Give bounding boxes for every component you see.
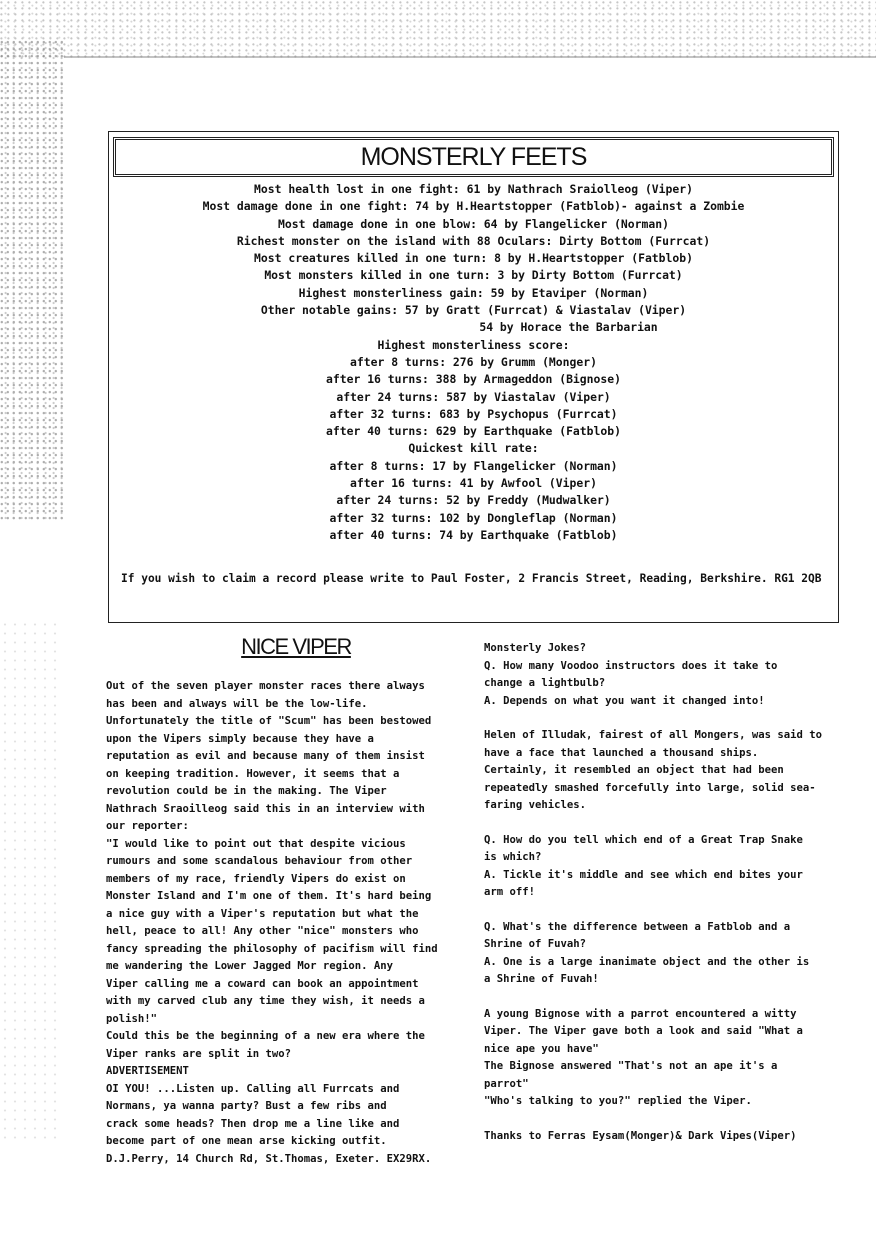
- record-line: after 32 turns: 683 by Psychopus (Furrcat): [329, 406, 618, 421]
- joke-line: Shrine of Fuvah?: [484, 938, 587, 950]
- article-line: reputation as evil and because many of them insist: [106, 750, 425, 762]
- article-line: polish!": [106, 1012, 158, 1025]
- paragraph-gap: [484, 710, 844, 727]
- article-line: rumours and some scandalous behaviour from other: [106, 855, 413, 867]
- page-edge: [64, 56, 876, 58]
- article-line: become part of one mean arse kicking outfit.: [106, 1135, 387, 1147]
- article-line: on keeping tradition. However, it seems that a: [106, 767, 400, 780]
- scan-noise-left: [0, 40, 64, 520]
- record-line: after 40 turns: 74 by Earthquake (Fatblob): [329, 527, 618, 542]
- article-line: members of my race, friendly Vipers do exist on: [106, 872, 406, 885]
- joke-line: Q. How do you tell which end of a Great Trap Snake: [484, 833, 803, 846]
- article-line: with my carved club any time they wish, it needs a: [106, 995, 425, 1007]
- record-line: Highest monsterliness score:: [377, 337, 570, 352]
- joke-line: repeatedly smashed forcefully into large, solid sea-: [484, 781, 816, 794]
- joke-line: change a lightbulb?: [484, 677, 606, 689]
- joke-line: arm off!: [484, 886, 536, 898]
- jokes-column: [484, 640, 844, 1145]
- paragraph-gap: [484, 989, 844, 1006]
- record-line: after 16 turns: 388 by Armageddon (Bignose): [326, 372, 621, 387]
- record-line: after 8 turns: 276 by Grumm (Monger): [350, 354, 597, 369]
- joke-line: A. One is a large inanimate object and the other is: [484, 955, 810, 968]
- record-line: Highest monsterliness gain: 59 by Etaviper (Norman): [298, 285, 649, 300]
- records-claim: If you wish to claim a record please write to Paul Foster, 2 Francis Street, Reading, Berkshire. RG1 2QB: [121, 572, 822, 585]
- record-line: Most health lost in one fight: 61 by Nathrach Sraiolleog (Viper): [254, 182, 693, 196]
- joke-line: The Bignose answered "That's not an ape it's a: [484, 1060, 778, 1072]
- record-line: 54 by Horace the Barbarian: [479, 320, 658, 335]
- article-line: D.J.Perry, 14 Church Rd, St.Thomas, Exeter. EX29RX.: [106, 1152, 432, 1165]
- joke-line: Q. What's the difference between a Fatblob and a: [484, 920, 791, 933]
- article-line: Viper calling me a coward can book an appointment: [106, 977, 419, 990]
- jokes-article: [484, 640, 844, 1145]
- article-line: fancy spreading the philosophy of pacifism will find: [106, 942, 438, 955]
- joke-line: a Shrine of Fuvah!: [484, 973, 599, 985]
- joke-line: A young Bignose with a parrot encountered a witty: [484, 1007, 797, 1020]
- jokes-body: [484, 658, 844, 1146]
- record-line: after 8 turns: 17 by Flangelicker (Norman): [329, 458, 618, 473]
- record-line: after 16 turns: 41 by Awfool (Viper): [350, 476, 597, 491]
- scan-noise-top: [0, 0, 876, 58]
- record-line: Most creatures killed in one turn: 8 by H.Heartstopper (Fatblob): [254, 251, 693, 266]
- article-line: our reporter:: [106, 820, 189, 832]
- record-line: Other notable gains: 57 by Gratt (Furrcat) & Viastalav (Viper): [260, 303, 687, 318]
- joke-line: Q. How many Voodoo instructors does it take to: [484, 659, 778, 672]
- article-line: Unfortunately the title of "Scum" has been bestowed: [106, 715, 432, 727]
- record-line: after 24 turns: 587 by Viastalav (Viper): [336, 389, 611, 404]
- article-line: "I would like to point out that despite vicious: [106, 837, 406, 850]
- article-line: a nice guy with a Viper's reputation but what the: [106, 907, 419, 920]
- article-line: Could this be the beginning of a new era where the: [106, 1030, 425, 1042]
- jokes-credits: Thanks to Ferras Eysam(Monger)& Dark Vipes(Viper): [484, 1129, 797, 1142]
- record-line: after 24 turns: 52 by Freddy (Mudwalker): [336, 493, 611, 508]
- records-box: [108, 131, 839, 623]
- article-line: Viper ranks are split in two?: [106, 1047, 291, 1060]
- article-line: crack some heads? Then drop me a line like and: [106, 1117, 400, 1130]
- record-line: Most damage done in one blow: 64 by Flangelicker (Norman): [278, 216, 669, 231]
- record-line: Quickest kill rate:: [408, 441, 539, 456]
- article-line: me wandering the Lower Jagged Mor region. Any: [106, 960, 394, 972]
- joke-line: Certainly, it resembled an object that had been: [484, 764, 784, 776]
- record-line: after 32 turns: 102 by Dongleflap (Norman): [329, 510, 618, 525]
- article-line: hell, peace to all! Any other "nice" monsters who: [106, 925, 419, 937]
- paragraph-gap: [484, 902, 844, 919]
- nice-viper-body: [106, 678, 466, 1168]
- record-line: Most monsters killed in one turn: 3 by Dirty Bottom (Furrcat): [264, 268, 683, 283]
- article-line: Normans, ya wanna party? Bust a few ribs and: [106, 1100, 387, 1112]
- record-line: Richest monster on the island with 88 Oculars: Dirty Bottom (Furrcat): [236, 233, 711, 248]
- joke-line: faring vehicles.: [484, 799, 587, 811]
- record-line: after 40 turns: 629 by Earthquake (Fatblob): [326, 424, 621, 439]
- article-line: has been and always will be the low-life.: [106, 697, 368, 710]
- article-line: upon the Vipers simply because they have a: [106, 732, 374, 745]
- jokes-title: Monsterly Jokes?: [484, 642, 587, 654]
- article-line: revolution could be in the making. The Viper: [106, 785, 387, 797]
- article-line: OI YOU! ...Listen up. Calling all Furrcats and: [106, 1082, 400, 1095]
- article-line: Monster Island and I'm one of them. It's hard being: [106, 890, 432, 902]
- joke-line: Viper. The Viper gave both a look and said "What a: [484, 1025, 803, 1037]
- paragraph-gap: [484, 1111, 844, 1128]
- article-line: Out of the seven player monster races there always: [106, 680, 425, 692]
- joke-line: nice ape you have": [484, 1042, 599, 1055]
- record-line: Most damage done in one fight: 74 by H.Heartstopper (Fatblob)- against a Zombie: [202, 199, 745, 214]
- nice-viper-article: [106, 630, 466, 1168]
- records-list: [109, 181, 838, 544]
- paragraph-gap: [484, 815, 844, 832]
- joke-line: have a face that launched a thousand ships.: [484, 746, 759, 759]
- joke-line: Helen of Illudak, fairest of all Mongers, was said to: [484, 729, 823, 741]
- scan-noise-left-lower: [0, 620, 60, 1140]
- joke-line: A. Tickle it's middle and see which end bites your: [484, 868, 803, 881]
- article-line: Nathrach Sraoilleog said this in an interview with: [106, 802, 425, 815]
- records-title-box: [113, 137, 834, 177]
- joke-line: parrot": [484, 1077, 529, 1090]
- joke-line: A. Depends on what you want it changed into!: [484, 694, 765, 707]
- joke-line: is which?: [484, 851, 542, 863]
- records-title: MONSTERLY FEETS: [360, 143, 587, 171]
- joke-line: "Who's talking to you?" replied the Viper.: [484, 1095, 752, 1107]
- nice-viper-title: NICE VIPER: [241, 634, 351, 659]
- advertisement-heading: ADVERTISEMENT: [106, 1065, 189, 1077]
